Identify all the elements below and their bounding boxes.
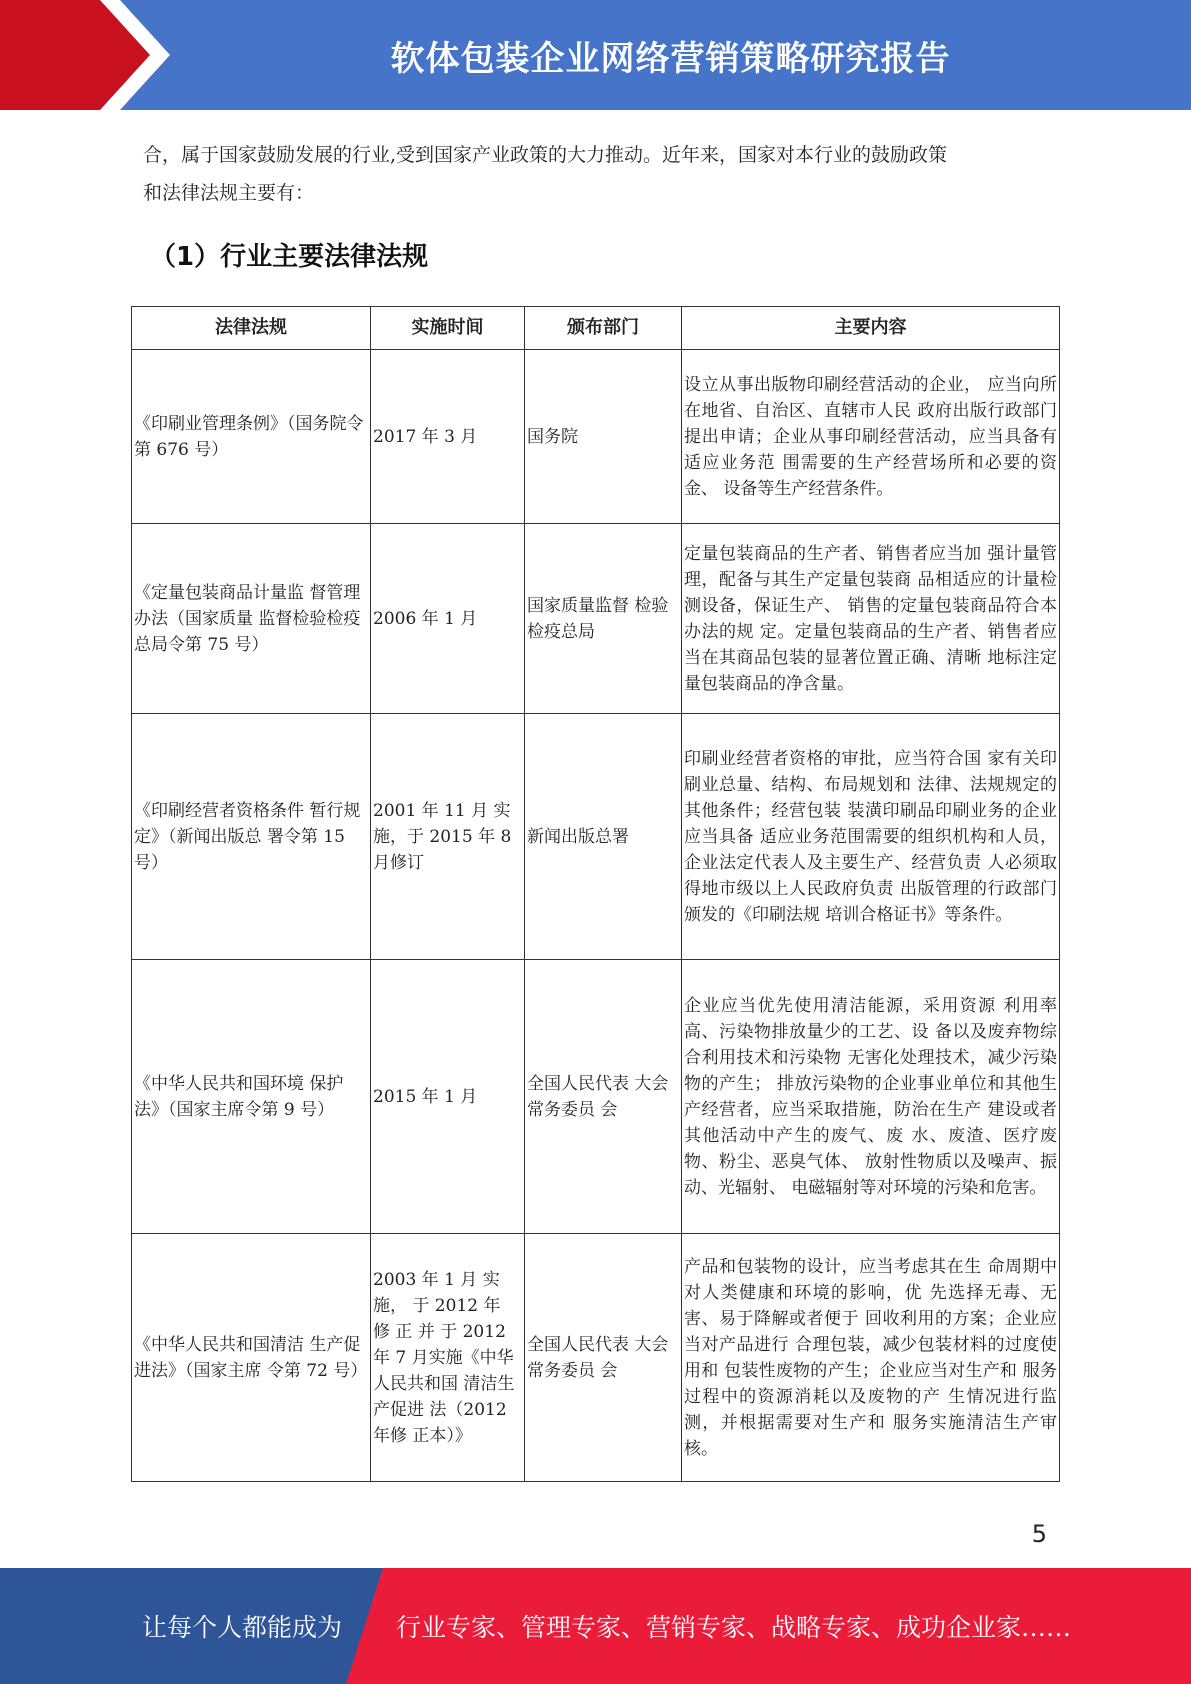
cell-date: 2003 年 1 月 实施， 于 2012 年 修 正 并 于 2012 年 7 月实施《中华人民共和国 清洁生产促进 法（2012 年修 正本）》 <box>371 1234 525 1482</box>
cell-content: 产品和包装物的设计，应当考虑其在生 命周期中对人类健康和环境的影响，优 先选择无毒、无害、易于降解或者便于 回收利用的方案；企业应当对产品进行 合理包装，减少包装材料的过度使用和 包装性废物的产生；企业应当对生产和 服务过程中的资源消耗以及废物的产 生情况进行监测，并根据需要对生产和 服务实施清洁生产审核。 <box>682 1234 1060 1482</box>
page-footer <box>0 1568 1191 1684</box>
cell-date: 2001 年 11 月 实施，于 2015 年 8 月修订 <box>371 714 525 960</box>
cell-dept: 全国人民代表 大会常务委员 会 <box>525 960 682 1234</box>
cell-content: 设立从事出版物印刷经营活动的企业， 应当向所在地省、自治区、直辖市人民 政府出版行政部门提出申请；企业从事印刷经营活动，应当具备有适应业务范 围需要的生产经营场所和必要的资金、 设备等生产经营条件。 <box>682 350 1060 524</box>
table-row <box>132 524 1060 714</box>
report-title: 软体包装企业网络营销策略研究报告 <box>390 38 951 79</box>
cell-dept: 国家质量监督 检验检疫总局 <box>525 524 682 714</box>
cell-law: 《定量包装商品计量监 督管理办法（国家质量 监督检验检疫总局令第 75 号） <box>132 524 371 714</box>
cell-content: 定量包装商品的生产者、销售者应当加 强计量管理，配备与其生产定量包装商 品相适应的计量检测设备，保证生产、 销售的定量包装商品符合本办法的规 定。定量包装商品的生产者、销售者应 当在其商品包装的显著位置正确、清晰 地标注定量包装商品的净含量。 <box>682 524 1060 714</box>
laws-table <box>131 306 1060 1482</box>
cell-content: 印刷业经营者资格的审批，应当符合国 家有关印刷业总量、结构、布局规划和 法律、法规规定的其他条件；经营包装 装潢印刷品印刷业务的企业应当具备 适应业务范围需要的组织机构和人员， 企业法定代表人及主要生产、经营负责 人必须取得地市级以上人民政府负责 出版管理的行政部门颁发的《印刷法规 培训合格证书》等条件。 <box>682 714 1060 960</box>
table-row <box>132 960 1060 1234</box>
table-row <box>132 350 1060 524</box>
section-heading: （1）行业主要法律法规 <box>150 242 429 272</box>
cell-law: 《印刷业管理条例》（国务院令第 676 号） <box>132 350 371 524</box>
header-content: 主要内容 <box>682 307 1060 350</box>
intro-line: 合，属于国家鼓励发展的行业,受到国家产业政策的大力推动。近年来，国家对本行业的鼓励政策 <box>143 144 948 166</box>
table-row <box>132 1234 1060 1482</box>
cell-date: 2017 年 3 月 <box>371 350 525 524</box>
header-dept: 颁布部门 <box>525 307 682 350</box>
intro-paragraph <box>143 136 1063 212</box>
cell-dept: 新闻出版总署 <box>525 714 682 960</box>
footer-slogan-right: 行业专家、管理专家、营销专家、战略专家、成功企业家…… <box>396 1613 1072 1642</box>
table-row <box>132 714 1060 960</box>
intro-line: 和法律法规主要有： <box>143 182 315 204</box>
cell-law: 《中华人民共和国清洁 生产促进法》（国家主席 令第 72 号） <box>132 1234 371 1482</box>
cell-law: 《印刷经营者资格条件 暂行规定》（新闻出版总 署令第 15 号） <box>132 714 371 960</box>
cell-law: 《中华人民共和国环境 保护法》（国家主席令第 9 号） <box>132 960 371 1234</box>
table-header-row <box>132 307 1060 350</box>
cell-dept: 全国人民代表 大会常务委员 会 <box>525 1234 682 1482</box>
footer-slogan-left: 让每个人都能成为 <box>142 1613 343 1642</box>
cell-date: 2015 年 1 月 <box>371 960 525 1234</box>
cell-dept: 国务院 <box>525 350 682 524</box>
cell-content: 企业应当优先使用清洁能源，采用资源 利用率高、污染物排放量少的工艺、设 备以及废弃物综合利用技术和污染物 无害化处理技术，减少污染物的产生； 排放污染物的企业事业单位和其他生 产经营者，应当采取措施，防治在生产 建设或者其他活动中产生的废气、废 水、废渣、医疗废物、粉尘、恶臭气体、 放射性物质以及噪声、振动、光辐射、 电磁辐射等对环境的污染和危害。 <box>682 960 1060 1234</box>
header-date: 实施时间 <box>371 307 525 350</box>
cell-date: 2006 年 1 月 <box>371 524 525 714</box>
header-law: 法律法规 <box>132 307 371 350</box>
page-number: 5 <box>1031 1520 1047 1548</box>
page-header <box>0 0 1191 110</box>
